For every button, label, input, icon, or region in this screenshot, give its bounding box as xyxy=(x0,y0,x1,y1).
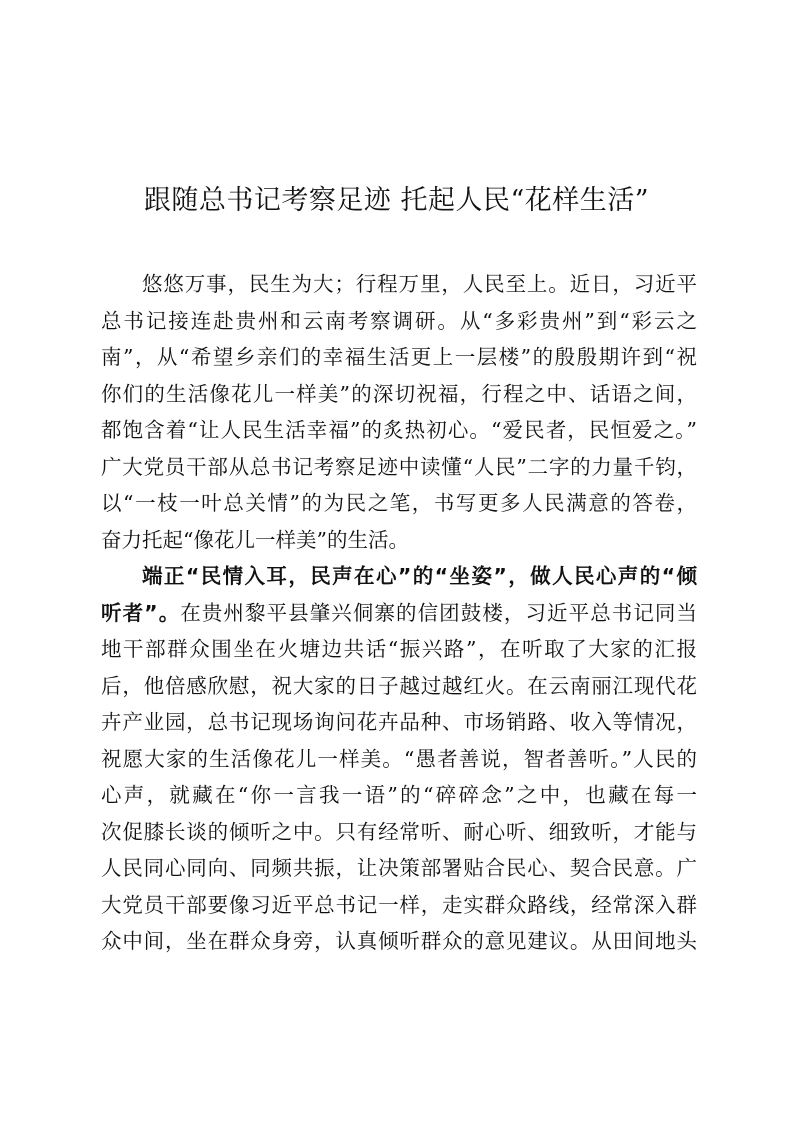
text-line: 众中间，坐在群众身旁，认真倾听群众的意见建议。从田间地头 xyxy=(101,929,697,953)
text-line: 以“一枝一叶总关情”的为民之笔，书写更多人民满意的答卷， xyxy=(101,491,697,515)
text-line: 奋力托起“像花儿一样美”的生活。 xyxy=(101,527,409,552)
text-line: 总书记接连赴贵州和云南考察调研。从“多彩贵州”到“彩云之 xyxy=(101,308,697,333)
article-body xyxy=(101,266,697,960)
text-line: 悠悠万事，民生为大；行程万里，人民至上。近日，习近平 xyxy=(142,272,697,296)
text-line: 卉产业园，总书记现场询问花卉品种、市场销路、收入等情况， xyxy=(101,710,697,734)
paragraph-lead-heading: 端正“民情入耳，民声在心”的“坐姿”，做人民心声的“倾 xyxy=(142,564,697,588)
text-line: 次促膝长谈的倾听之中。只有经常听、耐心听、细致听，才能与 xyxy=(101,819,697,844)
text-line xyxy=(101,595,697,632)
paragraph-intro xyxy=(101,266,697,558)
text-line: 后，他倍感欣慰，祝大家的日子越过越红火。在云南丽江现代花 xyxy=(101,673,697,698)
text-line: 你们的生活像花儿一样美”的深切祝福，行程之中、话语之间， xyxy=(101,381,697,406)
text-line: 大党员干部要像习近平总书记一样，走实群众路线，经常深入群 xyxy=(101,892,697,917)
article-title: 跟随总书记考察足迹 托起人民“花样生活” xyxy=(143,185,650,216)
text-line: 祝愿大家的生活像花儿一样美。“愚者善说，智者善听。”人民的 xyxy=(101,746,697,771)
text-line: 南”，从“希望乡亲们的幸福生活更上一层楼”的殷殷期许到“祝 xyxy=(101,345,697,369)
text-line: 心声，就藏在“你一言我一语”的“碎碎念”之中，也藏在每一 xyxy=(101,783,697,807)
text-line: 广大党员干部从总书记考察足迹中读懂“人民”二字的力量千钧， xyxy=(101,454,697,479)
text-line: 人民同心同向、同频共振，让决策部署贴合民心、契合民意。广 xyxy=(101,856,697,880)
text-line-rest: 在贵州黎平县肇兴侗寨的信团鼓楼，习近平总书记同当 xyxy=(180,600,697,625)
text-line: 地干部群众围坐在火塘边共话“振兴路”，在听取了大家的汇报 xyxy=(101,637,697,661)
text-line: 都饱含着“让人民生活幸福”的炙热初心。“爱民者，民恒爱之。” xyxy=(101,418,697,442)
paragraph-listening xyxy=(101,558,697,960)
paragraph-lead-heading-end: 听者”。 xyxy=(101,600,181,625)
